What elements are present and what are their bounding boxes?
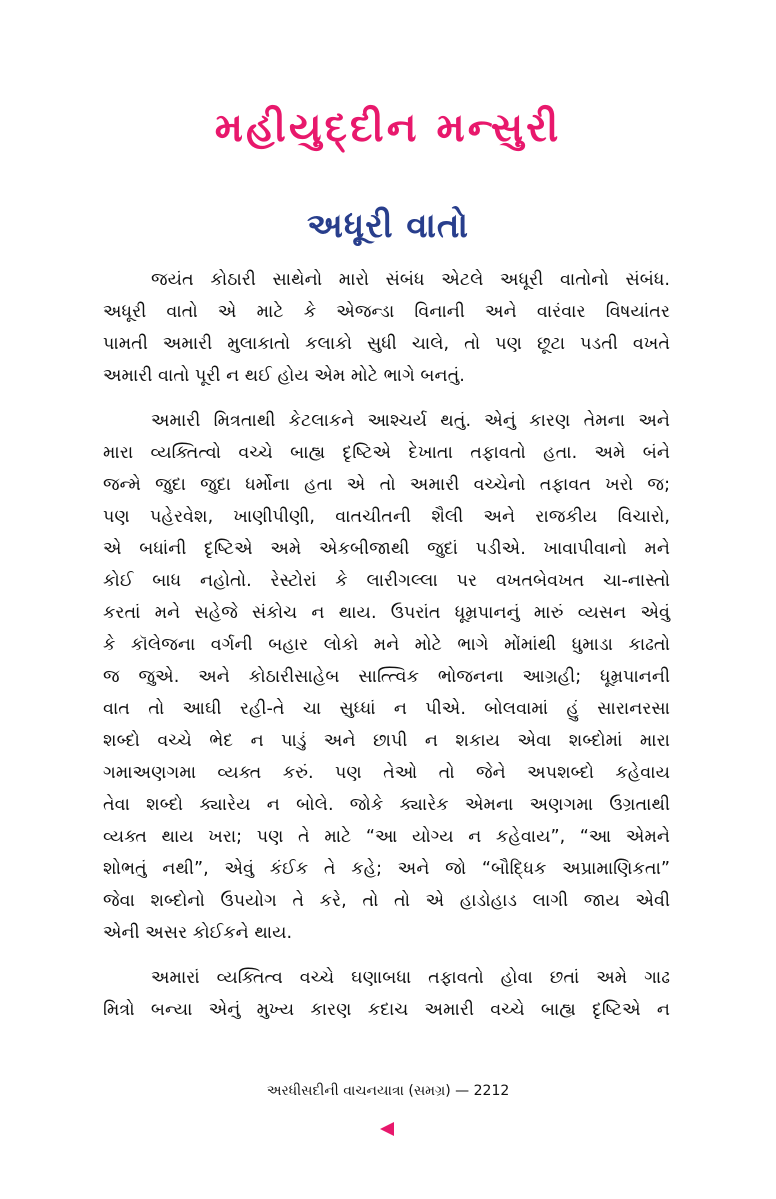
- text-line: જ જુએ. અને કોઠારીસાહેબ સાત્ત્વિક ભોજનના આગ્રહી; ધૂમ્રપાનની: [103, 667, 670, 687]
- text-line: એની અસર કોઈકને થાય.: [103, 923, 293, 943]
- text-line: અધૂરી વાતો એ માટે કે એજન્ડા વિનાની અને વારંવાર વિષયાંતર: [103, 302, 670, 322]
- text-line: કોઈ બાધ નહોતો. રેસ્ટોરાં કે લારીગલ્લા પર વખતબેવખત ચા-નાસ્તો: [103, 571, 670, 591]
- triangle-left-icon[interactable]: [380, 1122, 394, 1136]
- author-name: મહીયુદ્દીન મન્સુરી: [214, 105, 562, 151]
- text-line: તેવા શબ્દો ક્યારેય ન બોલે. જોકે ક્યારેક એમના અણગમા ઉગ્રતાથી: [103, 795, 670, 815]
- text-line: પામતી અમારી મુલાકાતો કલાકો સુધી ચાલે, તો પણ છૂટા પડતી વખતે: [103, 334, 670, 354]
- text-line: કરતાં મને સહેજે સંકોચ ન થાય. ઉપરાંત ધૂમ્રપાનનું મારું વ્યસન એવું: [103, 603, 670, 623]
- text-line: મારા વ્યક્તિત્વો વચ્ચે બાહ્ય દૃષ્ટિએ દેખાતા તફાવતો હતા. અમે બંને: [103, 443, 670, 463]
- text-line: જેવા શબ્દોનો ઉપયોગ તે કરે, તો તો એ હાડોહાડ લાગી જાય એવી: [103, 891, 670, 911]
- text-line: એ બધાંની દૃષ્ટિએ અમે એકબીજાથી જુદાં પડીએ. ખાવાપીવાનો મને: [103, 539, 670, 559]
- text-line: અમારાં વ્યક્તિત્વ વચ્ચે ઘણાબધા તફાવતો હોવા છતાં અમે ગાઢ: [151, 968, 670, 988]
- text-line: પણ પહેરવેશ, ખાણીપીણી, વાતચીતની શૈલી અને રાજકીય વિચારો,: [103, 507, 670, 527]
- text-line: મિત્રો બન્યા એનું મુખ્ય કારણ કદાચ અમારી વચ્ચે બાહ્ય દૃષ્ટિએ ન: [103, 1000, 670, 1020]
- text-line: અમારી વાતો પૂરી ન થઈ હોય એમ મોટે ભાગે બનતું.: [103, 366, 465, 386]
- text-line: ગમાઅણગમા વ્યક્ત કરું. પણ તેઓ તો જેને અપશબ્દો કહેવાય: [103, 763, 670, 783]
- text-line: અમારી મિત્રતાથી કેટલાકને આશ્ચર્ય થતું. એનું કારણ તેમના અને: [151, 411, 670, 431]
- chapter-body: [103, 264, 670, 1039]
- text-line: વાત તો આઘી રહી-તે ચા સુધ્ધાં ન પીએ. બોલવામાં હું સારાનરસા: [103, 699, 670, 719]
- paragraph: [103, 264, 670, 392]
- text-line: જન્મે જુદા જુદા ધર્મોના હતા એ તો અમારી વચ્ચેનો તફાવત ખરો જ;: [103, 475, 670, 495]
- text-line: જયંત કોઠારી સાથેનો મારો સંબંધ એટલે અધૂરી વાતોનો સંબંધ.: [151, 270, 670, 290]
- text-line: શોભતું નથી”, એવું કંઈક તે કહે; અને જો “બૌદ્ધિક અપ્રામાણિકતા”: [103, 859, 670, 879]
- chapter-title: અધૂરી વાતો: [307, 206, 469, 246]
- paragraph: [103, 962, 670, 1026]
- paragraph: [103, 405, 670, 949]
- text-line: વ્યક્ત થાય ખરા; પણ તે માટે “આ યોગ્ય ન કહેવાય”, “આ એમને: [103, 827, 670, 847]
- text-line: કે કૉલેજના વર્ગની બહાર લોકો મને મોટે ભાગે મોંમાંથી ધુમાડા કાઢતો: [103, 635, 670, 655]
- page-footer: અરધીસદીની વાચનયાત્રા (સમગ્ર) — 2212: [266, 1083, 510, 1099]
- text-line: શબ્દો વચ્ચે ભેદ ન પાડું અને છાપી ન શકાય એવા શબ્દોમાં મારા: [103, 731, 670, 751]
